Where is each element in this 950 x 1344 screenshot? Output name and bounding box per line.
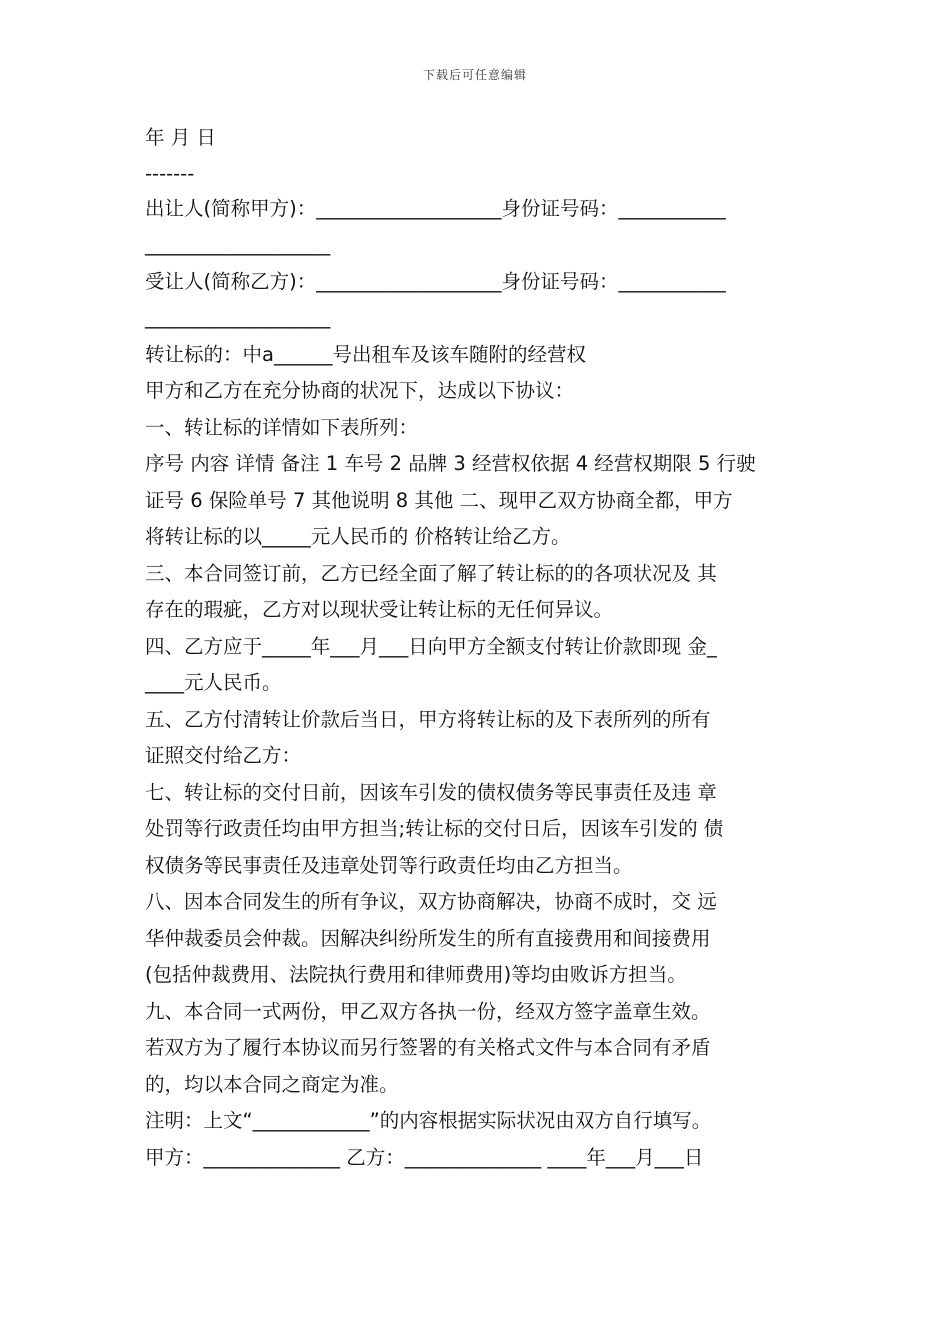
transferee-line: 受让人(简称乙方)：___________________身份证号码：___________ bbox=[145, 269, 726, 293]
date-line: 年 月 日 bbox=[145, 126, 216, 149]
clause-8-line: 八、因本合同发生的所有争议，双方协商解决，协商不成时，交 远 bbox=[145, 890, 717, 913]
clause-7-line-end: 权债务等民事责任及违章处罚等行政责任均由乙方担当。 bbox=[145, 853, 633, 877]
transfer-subject-line: 转让标的：中a______号出租车及该车随附的经营权 bbox=[145, 342, 586, 366]
header-note: 下载后可任意编辑 bbox=[422, 68, 527, 82]
clause-8-line-end: (包括仲裁费用、法院执行费用和律师费用)等均由败诉方担当。 bbox=[145, 963, 687, 986]
clause-5-line: 五、乙方付清转让价款后当日，甲方将转让标的及下表所列的所有 bbox=[145, 707, 711, 731]
clause-7-line-cont: 处罚等行政责任均由甲方担当;转让标的交付日后，因该车引发的 债 bbox=[145, 817, 724, 840]
clause-1-line: 一、转让标的详情如下表所列： bbox=[145, 415, 419, 439]
signature-line: 甲方：______________ 乙方：______________ ____年___月___日 bbox=[145, 1145, 704, 1169]
clause-7-line: 七、转让标的交付日前，因该车引发的债权债务等民事责任及违 章 bbox=[145, 780, 717, 804]
clause-5-line-cont: 证照交付给乙方： bbox=[145, 744, 302, 767]
transferor-line: 出让人(简称甲方)：___________________身份证号码：___________ bbox=[145, 196, 726, 220]
clause-9-line-end: 的，均以本合同之商定为准。 bbox=[145, 1072, 399, 1096]
transferee-line-cont: ___________________ bbox=[145, 306, 331, 329]
agreement-intro-line: 甲方和乙方在充分协商的状况下，达成以下协议： bbox=[145, 379, 575, 402]
clause-8-line-cont: 华仲裁委员会仲裁。因解决纠纷所发生的所有直接费用和间接费用 bbox=[145, 926, 711, 950]
clause-3-line-cont: 存在的瑕疵，乙方对以现状受让转让标的无任何异议。 bbox=[145, 598, 614, 621]
clause-4-line-cont: ____元人民币。 bbox=[145, 671, 282, 694]
note-line: 注明：上文“____________”的内容根据实际状况由双方自行填写。 bbox=[145, 1109, 712, 1132]
clause-4-line: 四、乙方应于_____年___月___日向甲方全额支付转让价款即现 金_ bbox=[145, 634, 717, 658]
dash-line: ------- bbox=[145, 161, 195, 185]
clause-9-line-cont: 若双方为了履行本协议而另行签署的有关格式文件与本合同有矛盾 bbox=[145, 1036, 711, 1059]
clause-9-line: 九、本合同一式两份，甲乙双方各执一份，经双方签字盖章生效。 bbox=[145, 999, 711, 1023]
contract-body bbox=[145, 120, 810, 1176]
table-summary-line: 序号 内容 详情 备注 1 车号 2 品牌 3 经营权依据 4 经营权期限 5 行驶 bbox=[145, 452, 756, 475]
clause-2-line-cont: 将转让标的以_____元人民币的 价格转让给乙方。 bbox=[145, 525, 571, 548]
clause-3-line: 三、本合同签订前，乙方已经全面了解了转让标的的各项状况及 其 bbox=[145, 561, 717, 585]
transferor-line-cont: ___________________ bbox=[145, 233, 331, 256]
clause-2-line: 证号 6 保险单号 7 其他说明 8 其他 二、现甲乙双方协商全都，甲方 bbox=[145, 488, 733, 512]
